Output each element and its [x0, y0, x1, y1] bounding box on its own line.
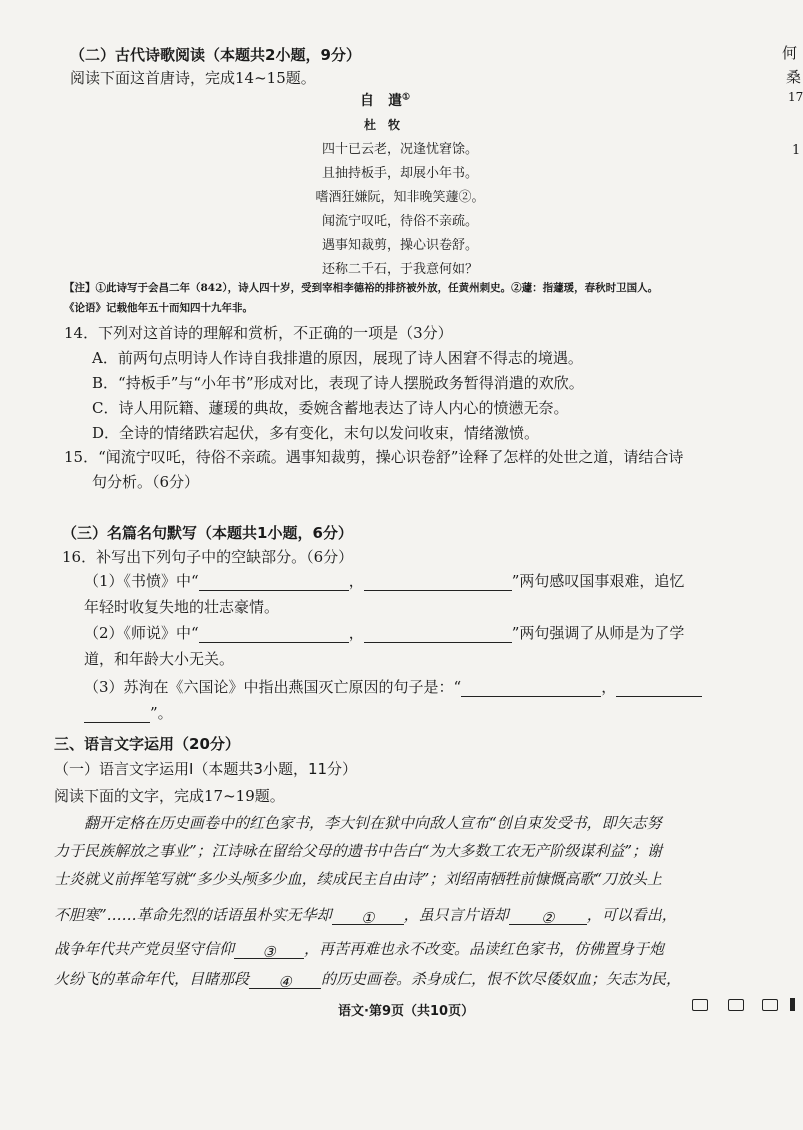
passage-line-5: [54, 938, 664, 959]
poem-title-footnote: ①: [402, 92, 411, 103]
page-footer: 语文·第9页（共10页）: [338, 1004, 475, 1019]
question-14-option-a: A．前两句点明诗人作诗自我排遣的原因，展现了诗人困窘不得志的境遇。: [92, 349, 583, 367]
poem-line: 嗜酒狂嫌阮，知非晚笑蘧②。: [315, 190, 485, 205]
item-1-suffix: ”两句感叹国事艰难，追忆: [511, 572, 685, 590]
answer-blank[interactable]: [364, 627, 512, 643]
question-15-line-2: 句分析。（6分）: [92, 473, 200, 491]
passage-blank-3[interactable]: [234, 943, 304, 959]
item-3-prefix: （3）苏洵在《六国论》中指出燕国灭亡原因的句子是：“: [84, 678, 462, 696]
passage-line-2: 力于民族解放之事业”；江诗咏在留给父母的遗书中告白“为大多数工农无产阶级谋利益”；谢: [54, 842, 663, 860]
item-2-prefix: （2）《师说》中“: [84, 624, 199, 642]
passage-text: 战争年代共产党员坚守信仰: [54, 940, 235, 958]
question-16-item-1: [84, 570, 684, 591]
poem-title: [360, 90, 410, 110]
passage-text: ，再苦再难也永不改变。品读红色家书，仿佛置身于炮: [304, 940, 665, 958]
answer-blank[interactable]: [199, 627, 349, 643]
blank-marker: ②: [540, 909, 555, 927]
passage-blank-2[interactable]: [509, 909, 587, 925]
edge-char-2: 桑: [786, 68, 802, 86]
blank-marker: ①: [360, 909, 375, 927]
edge-char-4: 1: [792, 143, 801, 158]
passage-line-1: 翻开定格在历史画卷中的红色家书，李大钊在狱中向敌人宣布“创自束发受书，即矢志努: [84, 814, 662, 832]
question-16-item-3-cont: [84, 702, 173, 723]
poem-note-cont: 《论语》记载他年五十而知四十九年非。: [64, 302, 253, 314]
poem-note: 【注】①此诗写于会昌二年（842），诗人四十岁，受到宰相李德裕的排挤被外放，任黄州刺史。②蘧：指蘧瑗，春秋时卫国人。: [64, 282, 659, 294]
poem-title-text: 自 遣: [360, 93, 402, 109]
passage-text: 的历史画卷。杀身成仁，恨不饮尽倭奴血；矢志为民，: [321, 970, 682, 988]
question-16-stem: 16．补写出下列句子中的空缺部分。（6分）: [62, 548, 354, 566]
box-icon: [728, 999, 744, 1011]
box-icon: [692, 999, 708, 1011]
edge-mark: [790, 998, 795, 1011]
section-header-recitation: （三）名篇名句默写（本题共1小题，6分）: [62, 524, 353, 542]
question-14-option-c: C．诗人用阮籍、蘧瑗的典故，委婉含蓄地表达了诗人内心的愤懑无奈。: [92, 399, 569, 417]
poem-line: 四十已云老，况逢忧窘馀。: [321, 142, 478, 157]
passage-text: ，虽只言片语却: [403, 906, 509, 924]
question-16-item-2: [84, 622, 684, 643]
poem-author: 杜 牧: [364, 118, 401, 132]
answer-blank[interactable]: [84, 707, 150, 723]
answer-blank[interactable]: [461, 681, 601, 697]
passage-text: 不胆寒”……革命先烈的话语虽朴实无华却: [54, 906, 332, 924]
passage-text: ，可以看出，: [586, 906, 677, 924]
item-1-prefix: （1）《书愤》中“: [84, 572, 199, 590]
passage-line-6: [54, 968, 681, 989]
blank-marker: ④: [278, 973, 292, 991]
part-3-instruction: 阅读下面的文字，完成17~19题。: [54, 787, 285, 805]
passage-blank-1[interactable]: [332, 909, 404, 925]
passage-text: 火纷飞的革命年代，目睹那段: [54, 970, 250, 988]
question-14-option-b: B．“持板手”与“小年书”形成对比，表现了诗人摆脱政务暂得消遣的欢欣。: [92, 374, 584, 392]
question-16-item-1-cont: 年轻时收复失地的壮志豪情。: [84, 598, 280, 616]
comma: ，: [601, 678, 617, 696]
passage-line-3: 士炎就义前挥笔写就“多少头颅多少血，续成民主自由诗”；刘绍南牺牲前慷慨高歌“刀放头上: [54, 870, 663, 888]
part-3-header: 三、语言文字运用（20分）: [54, 735, 240, 753]
poem-line: 且抽持板手，却展小年书。: [321, 166, 478, 181]
blank-marker: ③: [262, 943, 276, 961]
question-16-item-2-cont: 道，和年龄大小无关。: [84, 650, 235, 668]
question-14-stem: 14．下列对这首诗的理解和赏析，不正确的一项是（3分）: [64, 324, 453, 342]
answer-blank[interactable]: [199, 575, 349, 591]
item-3-suffix: ”。: [150, 704, 173, 722]
question-16-item-3: [84, 676, 702, 697]
comma: ，: [348, 624, 364, 642]
poem-line: 遇事知裁剪，操心识卷舒。: [321, 238, 478, 253]
edge-char-1: 何: [782, 44, 798, 62]
section-header-poetry: （二）古代诗歌阅读（本题共2小题，9分）: [70, 46, 361, 64]
passage-line-4: [54, 904, 677, 925]
question-14-option-d: D．全诗的情绪跌宕起伏，多有变化，末句以发问收束，情绪激愤。: [92, 424, 540, 442]
answer-blank[interactable]: [616, 681, 702, 697]
box-icon: [762, 999, 778, 1011]
item-2-suffix: ”两句强调了从师是为了学: [511, 624, 685, 642]
section-instruction: 阅读下面这首唐诗，完成14~15题。: [70, 69, 316, 87]
edge-char-3: 17: [788, 90, 803, 104]
comma: ，: [348, 572, 364, 590]
poem-line: 闻流宁叹吒，待俗不亲疏。: [321, 214, 478, 229]
passage-blank-4[interactable]: [249, 973, 321, 989]
question-15-line-1: 15．“闻流宁叹吒，待俗不亲疏。遇事知裁剪，操心识卷舒”诠释了怎样的处世之道，请结合诗: [64, 448, 684, 466]
poem-line: 还称二千石，于我意何如？: [321, 262, 478, 277]
part-3-sub-header: （一）语言文字运用Ⅰ（本题共3小题，11分）: [54, 760, 358, 778]
answer-blank[interactable]: [364, 575, 512, 591]
